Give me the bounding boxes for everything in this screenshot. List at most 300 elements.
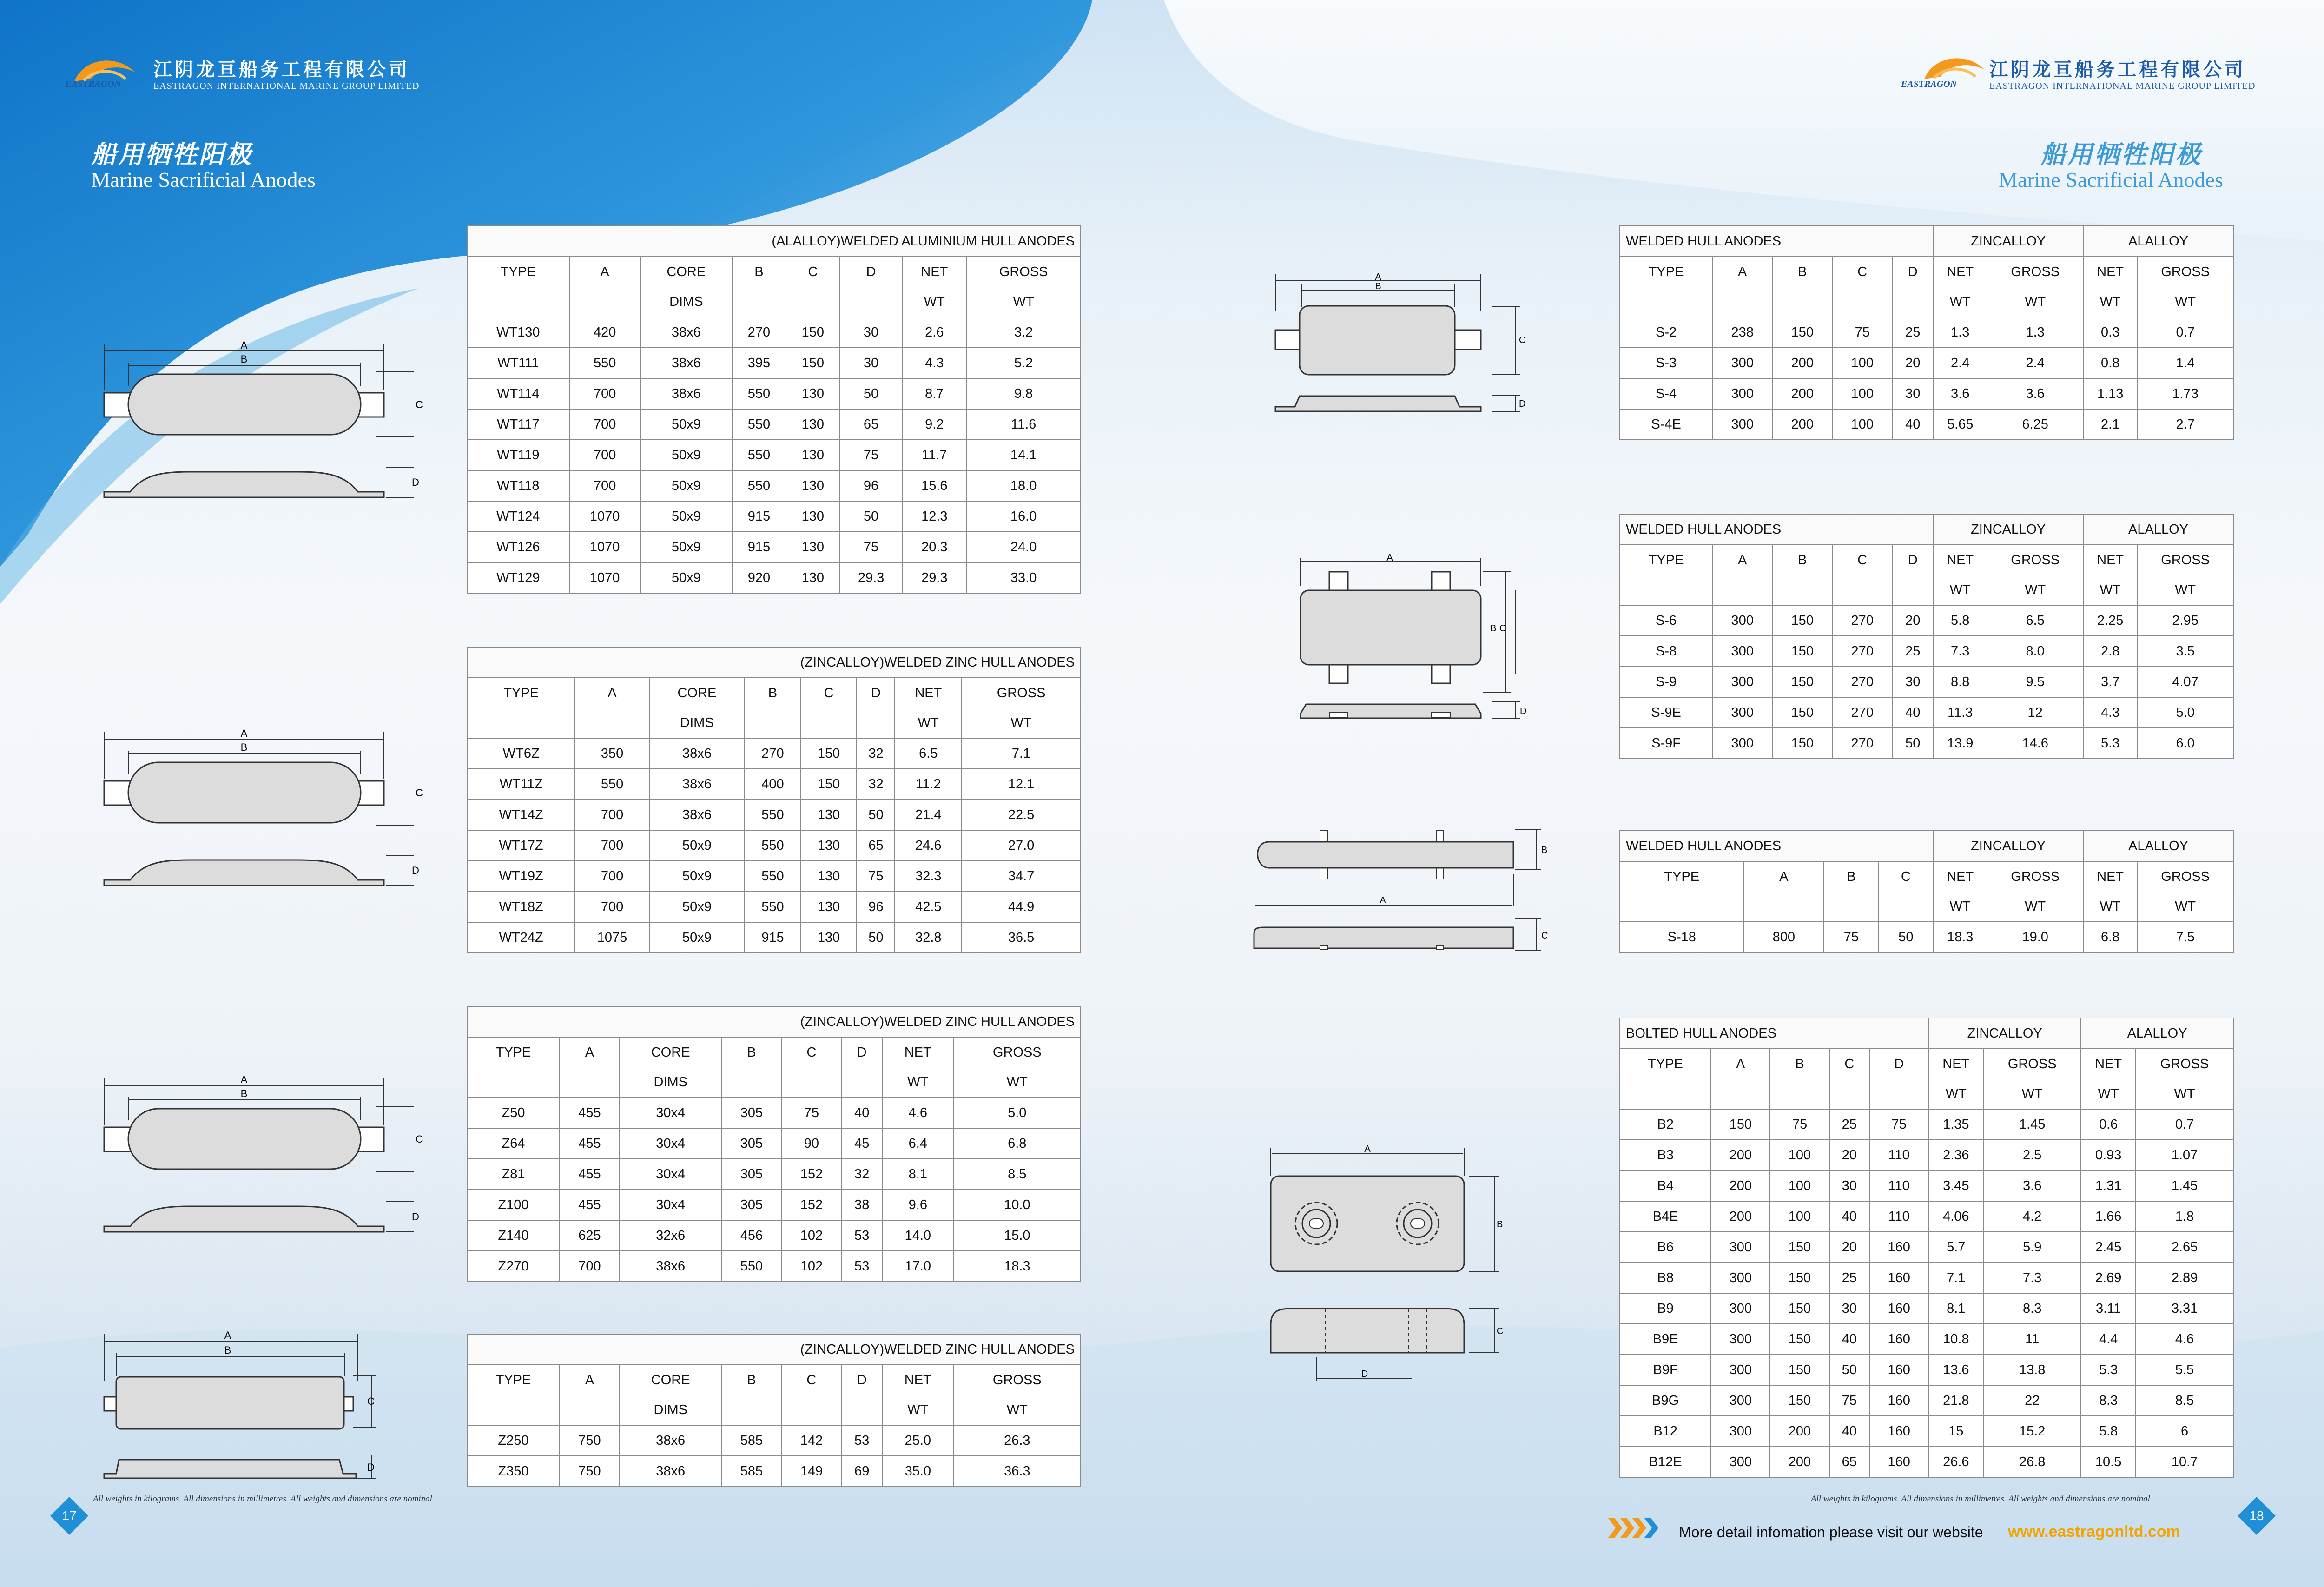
table-cell: 3.45: [1928, 1170, 1983, 1201]
table-cell: 550: [745, 830, 801, 861]
dim-label-c: C: [1497, 1326, 1504, 1336]
table-cell: 270: [1832, 636, 1892, 667]
table-welded-zinc-2: [467, 1006, 1081, 1282]
table-cell: 69: [841, 1456, 882, 1487]
table-cell: 50x9: [640, 562, 732, 593]
column-subheader: WT: [1987, 287, 2083, 317]
table-cell: 6.5: [1987, 605, 2083, 636]
table-row: [1620, 1109, 2233, 1140]
table-cell: 150: [1772, 605, 1832, 636]
table-cell: 300: [1712, 348, 1772, 378]
dim-label-a: A: [240, 1074, 248, 1085]
table-cell: 550: [721, 1251, 781, 1282]
table-cell: 30x4: [620, 1128, 722, 1159]
table-cell: 150: [786, 348, 840, 378]
table-cell: 550: [575, 769, 649, 800]
header-row-2: [1620, 287, 2233, 317]
table-row: [467, 378, 1081, 409]
table-cell: 5.5: [2136, 1355, 2233, 1385]
header-row-2: [467, 1395, 1081, 1425]
table-caption: BOLTED HULL ANODES: [1620, 1018, 1928, 1049]
column-subheader: [801, 708, 857, 738]
column-header: A: [1743, 861, 1824, 892]
header-row-2: [467, 1067, 1081, 1098]
column-header: D: [841, 1037, 882, 1067]
table-cell: 3.6: [1987, 378, 2083, 409]
dim-label-a: A: [1375, 272, 1381, 282]
table-cell: 300: [1712, 728, 1772, 759]
table-cell: 150: [1770, 1263, 1829, 1293]
table-cell: 5.9: [1983, 1232, 2081, 1263]
table-cell: 150: [1772, 636, 1832, 667]
table-cell: 50x9: [640, 501, 732, 532]
table-cell: 200: [1711, 1140, 1770, 1170]
diagram-welded-zinc-1: [98, 723, 423, 899]
column-header: NET: [882, 1037, 954, 1067]
table-cell: 700: [569, 440, 640, 470]
table-cell: 300: [1712, 667, 1772, 697]
table-cell: 8.7: [902, 378, 966, 409]
table-cell: 42.5: [895, 892, 962, 922]
column-subheader: [1620, 892, 1743, 922]
table-cell: Z100: [467, 1190, 560, 1220]
table-cell: 8.1: [882, 1159, 954, 1190]
table-cell: 96: [857, 892, 895, 922]
brand-name-left: EASTRAGON: [65, 79, 121, 89]
column-header: GROSS: [1987, 861, 2083, 892]
table-cell: 44.9: [962, 892, 1081, 922]
table-cell: 1.73: [2137, 378, 2233, 409]
table-caption: (ALALLOY)WELDED ALUMINIUM HULL ANODES: [467, 226, 1081, 257]
table-cell: 50: [857, 922, 895, 953]
header-row: [467, 1037, 1081, 1067]
zincalloy-header: ZINCALLOY: [1928, 1018, 2081, 1049]
table-cell: 8.1: [1928, 1293, 1983, 1324]
table-cell: 30x4: [620, 1190, 722, 1220]
table-cell: 5.0: [954, 1098, 1081, 1128]
table-row: [1620, 1355, 2233, 1385]
table-row: [467, 1456, 1081, 1487]
table-row: [1620, 922, 2233, 952]
table-cell: WT114: [467, 378, 569, 409]
table-cell: WT130: [467, 317, 569, 348]
table-cell: 4.2: [1983, 1201, 2081, 1232]
table-caption: (ZINCALLOY)WELDED ZINC HULL ANODES: [467, 1006, 1081, 1037]
table-cell: 305: [721, 1128, 781, 1159]
caption-row: [1620, 831, 2233, 861]
table-cell: 0.6: [2081, 1109, 2136, 1140]
column-header: GROSS: [2137, 257, 2233, 287]
table-cell: Z250: [467, 1425, 560, 1456]
table-cell: 700: [569, 409, 640, 440]
table-row: [1620, 1140, 2233, 1170]
table-cell: 300: [1711, 1263, 1770, 1293]
table-cell: 160: [1869, 1355, 1928, 1385]
alalloy-header: ALALLOY: [2083, 226, 2233, 257]
table-cell: 32: [841, 1159, 882, 1190]
dim-label-b: B: [1490, 623, 1497, 634]
table-cell: 2.95: [2137, 605, 2233, 636]
table-cell: 4.07: [2137, 667, 2233, 697]
table-cell: 38x6: [620, 1251, 722, 1282]
table-cell: 50: [1879, 922, 1934, 952]
table-cell: 750: [560, 1425, 620, 1456]
table-cell: 20: [1892, 348, 1933, 378]
column-subheader: [1770, 1079, 1829, 1109]
zincalloy-header: ZINCALLOY: [1933, 514, 2083, 545]
table-row: [467, 1128, 1081, 1159]
table-cell: S-4E: [1620, 409, 1712, 440]
table-cell: 10.7: [2136, 1447, 2233, 1477]
table-cell: 30: [1892, 667, 1933, 697]
table-cell: B12: [1620, 1416, 1711, 1447]
table-cell: 550: [745, 892, 801, 922]
table-cell: 585: [721, 1456, 781, 1487]
table-cell: 150: [1772, 667, 1832, 697]
table-cell: 3.5: [2137, 636, 2233, 667]
column-subheader: [1869, 1079, 1928, 1109]
column-subheader: [560, 1395, 620, 1425]
column-subheader: [840, 287, 902, 317]
table-row: [467, 470, 1081, 501]
table-cell: 38x6: [649, 800, 745, 830]
header-row-2: [467, 708, 1081, 738]
column-header: GROSS: [2136, 1049, 2233, 1079]
table-cell: 50x9: [640, 440, 732, 470]
table-cell: 50x9: [640, 532, 732, 562]
table-cell: 75: [1824, 922, 1878, 952]
table-cell: 130: [786, 532, 840, 562]
column-header: GROSS: [954, 1037, 1081, 1067]
table-cell: 9.6: [882, 1190, 954, 1220]
table-row: [1620, 697, 2233, 728]
column-subheader: [1829, 1079, 1869, 1109]
table-cell: WT24Z: [467, 922, 575, 953]
table-cell: 50x9: [640, 470, 732, 501]
table-cell: 1075: [575, 922, 649, 953]
column-header: A: [1711, 1049, 1770, 1079]
dim-label-b: B: [240, 741, 248, 753]
column-subheader: WT: [954, 1067, 1081, 1098]
table-cell: 550: [569, 348, 640, 378]
table-cell: 455: [560, 1190, 620, 1220]
dim-label-d: D: [412, 865, 419, 876]
column-subheader: [569, 287, 640, 317]
table-cell: 100: [1770, 1170, 1829, 1201]
table-cell: 110: [1869, 1201, 1928, 1232]
table-row: [467, 1220, 1081, 1251]
table-cell: 3.11: [2081, 1293, 2136, 1324]
column-subheader: WT: [882, 1067, 954, 1098]
table-cell: 1.4: [2137, 348, 2233, 378]
website-link[interactable]: www.eastragonltd.com: [2008, 1523, 2180, 1541]
table-cell: 20: [1829, 1140, 1869, 1170]
table-cell: 0.3: [2083, 317, 2137, 348]
column-header: B: [721, 1037, 781, 1067]
table-cell: WT126: [467, 532, 569, 562]
table-cell: 920: [732, 562, 786, 593]
column-header: NET: [2083, 257, 2137, 287]
table-caption: WELDED HULL ANODES: [1620, 831, 1933, 861]
table-caption: (ZINCALLOY)WELDED ZINC HULL ANODES: [467, 647, 1081, 678]
table-cell: 4.3: [902, 348, 966, 378]
table-cell: B9: [1620, 1293, 1711, 1324]
table-cell: 40: [841, 1098, 882, 1128]
table-cell: 11: [1983, 1324, 2081, 1355]
table-cell: WT129: [467, 562, 569, 593]
table-cell: 40: [1829, 1324, 1869, 1355]
dim-label-d: D: [1519, 399, 1526, 409]
dim-label-b: B: [1541, 845, 1548, 855]
column-header: NET: [2083, 861, 2137, 892]
table-cell: 100: [1832, 348, 1892, 378]
table-cell: 50: [840, 501, 902, 532]
table-welded-aluminium: [467, 225, 1081, 594]
table-cell: 38: [841, 1190, 882, 1220]
table-cell: 50: [1892, 728, 1933, 759]
column-header: C: [801, 678, 857, 708]
column-subheader: WT: [2137, 575, 2233, 605]
column-subheader: [721, 1395, 781, 1425]
table-cell: 38x6: [640, 317, 732, 348]
header-row: [467, 1365, 1081, 1395]
table-cell: 110: [1869, 1170, 1928, 1201]
diagram-welded-zinc-2: [98, 1069, 423, 1246]
column-header: CORE: [640, 257, 732, 287]
table-cell: 24.6: [895, 830, 962, 861]
table-cell: 17.0: [882, 1251, 954, 1282]
column-subheader: DIMS: [620, 1395, 722, 1425]
table-cell: 200: [1770, 1416, 1829, 1447]
column-header: A: [569, 257, 640, 287]
table-cell: 7.5: [2137, 922, 2233, 952]
table-cell: 50: [857, 800, 895, 830]
table-cell: 1.07: [2136, 1140, 2233, 1170]
table-cell: 1.3: [1987, 317, 2083, 348]
table-cell: 75: [1832, 317, 1892, 348]
table-row: [467, 348, 1081, 378]
column-subheader: [467, 287, 569, 317]
table-cell: 200: [1770, 1447, 1829, 1477]
column-header: NET: [2081, 1049, 2136, 1079]
caption-row: [467, 1334, 1081, 1365]
table-cell: 38x6: [649, 769, 745, 800]
table-cell: 585: [721, 1425, 781, 1456]
column-header: A: [1712, 545, 1772, 575]
column-subheader: WT: [1928, 1079, 1983, 1109]
table-cell: 1.45: [1983, 1109, 2081, 1140]
column-header: A: [1712, 257, 1772, 287]
table-cell: 625: [560, 1220, 620, 1251]
table-row: [467, 922, 1081, 953]
column-subheader: [1743, 892, 1824, 922]
table-cell: 270: [745, 738, 801, 769]
table-cell: 2.89: [2136, 1263, 2233, 1293]
column-header: C: [1879, 861, 1934, 892]
table-cell: 130: [801, 800, 857, 830]
zincalloy-header: ZINCALLOY: [1933, 831, 2083, 861]
diagram-bolted-hull: [1264, 1139, 1515, 1390]
table-cell: 200: [1772, 378, 1832, 409]
table-cell: 152: [781, 1159, 841, 1190]
table-cell: WT119: [467, 440, 569, 470]
column-subheader: DIMS: [620, 1067, 722, 1098]
page-title-en-left: Marine Sacrificial Anodes: [91, 168, 316, 192]
column-header: B: [1770, 1049, 1829, 1079]
table-cell: 200: [1711, 1201, 1770, 1232]
table-cell: 915: [745, 922, 801, 953]
column-header: TYPE: [467, 257, 569, 287]
column-header: CORE: [620, 1365, 722, 1395]
column-subheader: [781, 1395, 841, 1425]
dim-label-b: B: [224, 1344, 231, 1356]
table-cell: 4.3: [2083, 697, 2137, 728]
table-cell: 150: [801, 769, 857, 800]
table-cell: WT6Z: [467, 738, 575, 769]
dim-label-b: B: [240, 1088, 248, 1099]
table-cell: 36.5: [962, 922, 1081, 953]
header-row-2: [467, 287, 1081, 317]
dim-label-d: D: [367, 1461, 375, 1473]
table-caption: WELDED HULL ANODES: [1620, 514, 1933, 545]
table-cell: 14.6: [1987, 728, 2083, 759]
table-cell: 160: [1869, 1324, 1928, 1355]
table-cell: 700: [569, 470, 640, 501]
table-bolted-hull: [1619, 1018, 2234, 1478]
company-name-en-left: EASTRAGON INTERNATIONAL MARINE GROUP LIMITED: [153, 81, 420, 91]
table-cell: 30: [1829, 1170, 1869, 1201]
dim-label-a: A: [240, 727, 248, 739]
column-header: NET: [895, 678, 962, 708]
table-cell: 700: [575, 861, 649, 892]
table-cell: 6.0: [2137, 728, 2233, 759]
dim-label-c: C: [1499, 623, 1506, 634]
column-header: TYPE: [467, 678, 575, 708]
table-cell: 75: [1770, 1109, 1829, 1140]
header-row: [1620, 545, 2233, 575]
table-cell: 700: [560, 1251, 620, 1282]
column-header: CORE: [620, 1037, 722, 1067]
column-header: GROSS: [2137, 861, 2233, 892]
table-cell: S-9: [1620, 667, 1712, 697]
column-subheader: WT: [966, 287, 1081, 317]
table-welded-hull-s6: [1619, 514, 2234, 759]
table-cell: 6.4: [882, 1128, 954, 1159]
table-cell: 200: [1711, 1170, 1770, 1201]
table-welded-hull-s18: [1619, 830, 2234, 953]
table-cell: 11.7: [902, 440, 966, 470]
table-cell: 800: [1743, 922, 1824, 952]
table-cell: 270: [1832, 605, 1892, 636]
table-cell: 25: [1892, 317, 1933, 348]
table-cell: 32.3: [895, 861, 962, 892]
table-row: [1620, 728, 2233, 759]
table-cell: 300: [1712, 409, 1772, 440]
page-number-left: 17: [50, 1497, 88, 1535]
column-subheader: [467, 708, 575, 738]
table-cell: 15.0: [954, 1220, 1081, 1251]
table-welded-hull-s2: [1619, 225, 2234, 440]
table-cell: 2.4: [1987, 348, 2083, 378]
table-cell: WT118: [467, 470, 569, 501]
table-cell: 34.7: [962, 861, 1081, 892]
table-row: [1620, 409, 2233, 440]
table-cell: 24.0: [966, 532, 1081, 562]
page-title-cn-right: 船用牺牲阳极: [2040, 139, 2202, 169]
column-subheader: WT: [2083, 575, 2137, 605]
column-subheader: [841, 1067, 882, 1098]
table-cell: Z140: [467, 1220, 560, 1251]
table-cell: 50x9: [640, 409, 732, 440]
table-cell: 4.4: [2081, 1324, 2136, 1355]
table-cell: 38x6: [640, 348, 732, 378]
diagram-welded-zinc-3: [98, 1325, 423, 1492]
table-cell: 10.5: [2081, 1447, 2136, 1477]
company-name-cn-right: 江阴龙亘船务工程有限公司: [1989, 59, 2246, 80]
column-header: B: [721, 1365, 781, 1395]
table-row: [1620, 605, 2233, 636]
column-header: NET: [882, 1365, 954, 1395]
table-cell: B9G: [1620, 1385, 1711, 1416]
table-cell: 50x9: [649, 892, 745, 922]
company-logo-right: [1915, 51, 1994, 98]
column-header: GROSS: [962, 678, 1081, 708]
table-cell: 20: [1892, 605, 1933, 636]
caption-row: [1620, 1018, 2233, 1049]
table-cell: 160: [1869, 1232, 1928, 1263]
table-cell: 75: [840, 532, 902, 562]
table-row: [1620, 667, 2233, 697]
table-cell: 238: [1712, 317, 1772, 348]
table-cell: 9.8: [966, 378, 1081, 409]
table-cell: 6.8: [954, 1128, 1081, 1159]
table-cell: 11.6: [966, 409, 1081, 440]
table-cell: 25.0: [882, 1425, 954, 1456]
column-header: TYPE: [1620, 1049, 1711, 1079]
table-cell: 35.0: [882, 1456, 954, 1487]
column-header: D: [841, 1365, 882, 1395]
table-cell: B4E: [1620, 1201, 1711, 1232]
table-cell: 130: [801, 922, 857, 953]
dim-label-a: A: [1380, 895, 1386, 906]
column-subheader: WT: [1933, 287, 1987, 317]
table-cell: 13.8: [1983, 1355, 2081, 1385]
table-cell: 65: [840, 409, 902, 440]
table-cell: B12E: [1620, 1447, 1711, 1477]
table-cell: Z64: [467, 1128, 560, 1159]
table-cell: 18.0: [966, 470, 1081, 501]
column-header: B: [1824, 861, 1878, 892]
table-cell: 11.3: [1933, 697, 1987, 728]
column-subheader: [1620, 287, 1712, 317]
table-cell: S-3: [1620, 348, 1712, 378]
table-cell: 1070: [569, 501, 640, 532]
table-cell: 2.36: [1928, 1140, 1983, 1170]
table-row: [1620, 1293, 2233, 1324]
diagram-welded-hull-s6: [1292, 553, 1534, 730]
dim-label-c: C: [367, 1395, 375, 1407]
table-cell: S-9F: [1620, 728, 1712, 759]
table-row: [467, 532, 1081, 562]
header-row: [1620, 257, 2233, 287]
table-cell: 5.8: [1933, 605, 1987, 636]
table-cell: 0.7: [2137, 317, 2233, 348]
table-cell: 3.31: [2136, 1293, 2233, 1324]
column-subheader: WT: [2083, 287, 2137, 317]
table-cell: 300: [1711, 1416, 1770, 1447]
table-cell: 15.6: [902, 470, 966, 501]
alalloy-header: ALALLOY: [2083, 514, 2233, 545]
